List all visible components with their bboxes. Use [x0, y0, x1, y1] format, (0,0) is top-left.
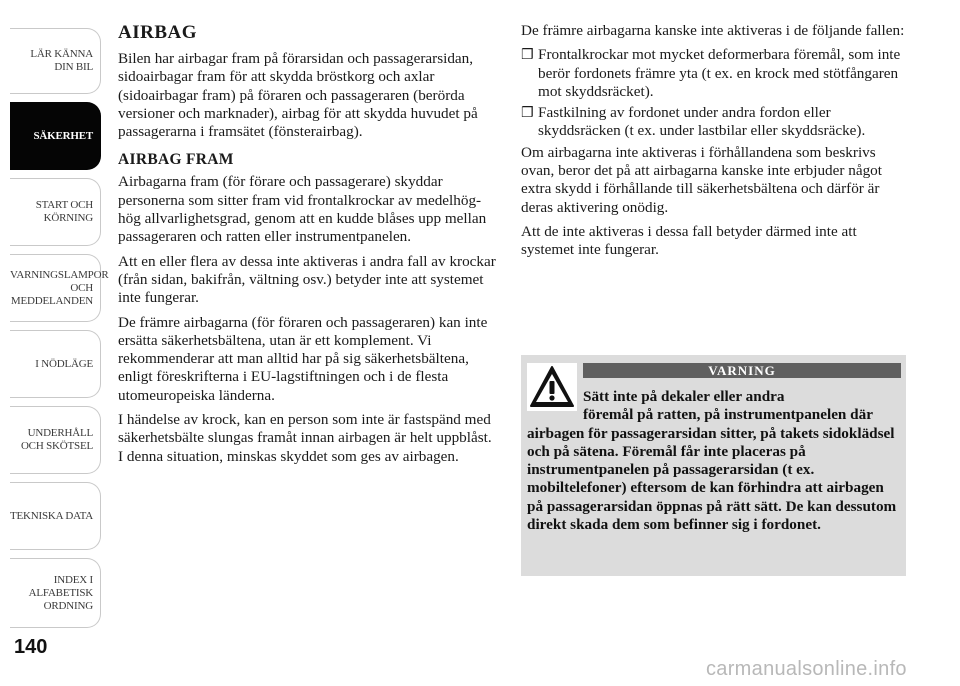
tab-sakerhet[interactable]	[10, 102, 101, 170]
section-heading: AIRBAG	[118, 22, 198, 43]
tab-label: VARNINGSLAMPOR OCH MEDDELANDEN	[10, 268, 109, 307]
left-column	[118, 22, 498, 472]
tab-varningslampor[interactable]	[10, 254, 109, 322]
checkbox-bullet-icon: ❒	[521, 105, 534, 122]
warning-box	[521, 355, 906, 576]
tab-i-nodlage[interactable]	[10, 330, 101, 398]
bullet-item	[521, 46, 907, 101]
paragraph: Airbagarna fram (för förare och passagerare) skyddar personerna som sitter fram vid frontalkrockar av medelhög-hög allvarlighetsgrad, genom att en kudde blåses upp mellan passageraren och ratten eller instrumentpanelen.	[118, 173, 487, 246]
warning-first-line: Sätt inte på dekaler eller andra	[583, 388, 785, 405]
warning-body: föremål på ratten, på instrumentpanelen där airbagen för passagerarsidan sitter, på takets sidoklädsel och på sätena. Föremål får inte placeras på instrumentpanelen på passagerarsidan (t ex. mobiltelefoner) eftersom de kan förhindra att airbagen på passagerarsidan öppnas på rätt sätt. De kan dessutom direkt skada dem som befinner sig i fordonet.	[527, 406, 897, 534]
tab-label: TEKNISKA DATA	[10, 509, 93, 522]
bullet-text: Fastkilning av fordonet under andra fordon eller skyddsräcken (t ex. under lastbilar eller skyddsräcke).	[538, 104, 866, 140]
tab-label: LÄR KÄNNA DIN BIL	[30, 48, 93, 73]
paragraph: Att en eller flera av dessa inte aktiveras i andra fall av krockar (från sidan, bakifrån, vältning osv.) betyder inte att systemet inte fungerar.	[118, 252, 496, 307]
right-column	[521, 22, 907, 266]
tab-label: INDEX I ALFABETISK ORDNING	[28, 573, 93, 612]
tab-underhall-och-skotsel[interactable]	[10, 406, 101, 474]
subheading: AIRBAG FRAM	[118, 151, 234, 169]
intro-paragraph: Bilen har airbagar fram på förarsidan och passagerarsidan, sidoairbagar fram för att skydda bröstkorg och axlar (sidoairbagar fram) på föraren och passageraren (berörda versioner och marknader), airbag för att skydda huvudet på passagerarna i framsätet (fönsterairbag).	[118, 50, 478, 141]
tab-label: SÄKERHET	[33, 129, 93, 142]
paragraph: De främre airbagarna (för föraren och passageraren) kan inte ersätta säkerhetsbältena, utan är ett komplement. Vi rekommenderar att man alltid har på sig säkerhetsbältena, enligt föreskrifterna i EU-lagstiftningen och i de flesta utomeuropeiska länderna.	[118, 313, 488, 404]
tab-label: UNDERHÅLL OCH SKÖTSEL	[20, 427, 93, 452]
page-number: 140	[14, 636, 48, 658]
tab-label: START OCH KÖRNING	[35, 199, 93, 224]
paragraph: Om airbagarna inte aktiveras i förhållandena som beskrivs ovan, beror det på att airbagarna kanske inte erbjuder något extra skydd i förhållande till säkerhetsbältena och därför är deras aktivering onödig.	[521, 143, 882, 216]
intro-paragraph: De främre airbagarna kanske inte aktiveras i de följande fallen:	[521, 22, 905, 39]
bullet-item	[521, 104, 907, 141]
warning-title: VARNING	[583, 363, 901, 378]
checkbox-bullet-icon: ❒	[521, 47, 534, 64]
paragraph: Att de inte aktiveras i dessa fall betyder därmed inte att systemet inte fungerar.	[521, 222, 857, 259]
watermark: carmanualsonline.info	[706, 658, 907, 680]
bullet-text: Frontalkrockar mot mycket deformerbara föremål, som inte berör fordonets främre yta (t ex. en krock med stötfångaren mot skyddsräcket).	[538, 46, 901, 100]
tab-label: I NÖDLÄGE	[35, 357, 93, 370]
paragraph: I händelse av krock, kan en person som inte är fastspänd med säkerhetsbälte slungas framåt innan airbagen är helt uppblåst. I denna situation, minskas skyddet som ges av airbagen.	[118, 411, 492, 465]
tab-start-och-korning[interactable]	[10, 178, 101, 246]
tab-tekniska-data[interactable]	[10, 482, 101, 550]
warning-text	[527, 388, 899, 534]
tab-index[interactable]	[10, 558, 101, 628]
tab-lar-kanna-din-bil[interactable]	[10, 28, 101, 94]
